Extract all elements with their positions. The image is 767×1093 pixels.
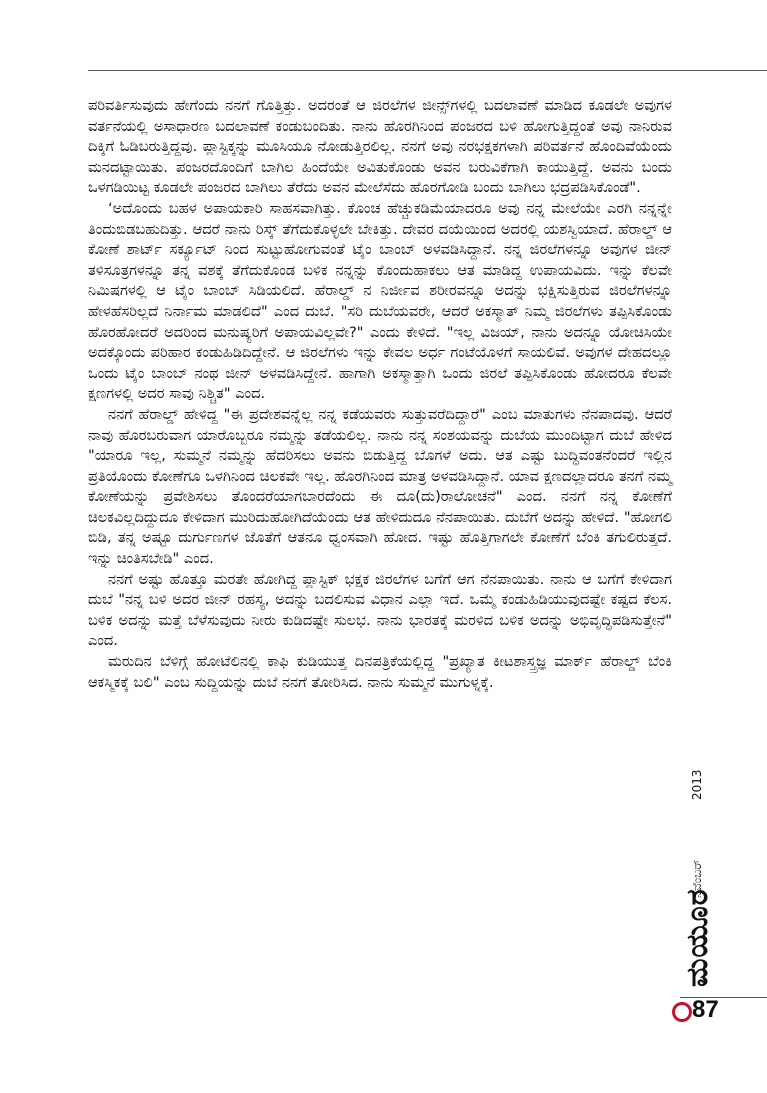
page-number: 87: [692, 996, 719, 1023]
issue-year: 2013: [690, 769, 704, 800]
paragraph-3: ನನಗೆ ಹೆರಾಲ್ಡ್ ಹೇಳಿದ್ದ "ಈ ಪ್ರದೇಶವನ್ನೆಲ್ಲ ನನ್ನ ಕಡೆಯವರು ಸುತ್ತುವರೆದಿದ್ದಾರೆ" ಎಂಬ ಮಾತುಗಳು ನೆನಪಾದವು. ಆದರೆ ನಾವು ಹೊರಬರುವಾಗ ಯಾರೊಬ್ಬರೂ ನಮ್ಮನ್ನು ತಡೆಯಲಿಲ್ಲ. ನಾನು ನನ್ನ ಸಂಶಯವನ್ನು ದುಬೆಯ ಮುಂದಿಟ್ಟಾಗ ದುಬೆ ಹೇಳಿದ "ಯಾರೂ ಇಲ್ಲ, ಸುಮ್ಮನೆ ನಮ್ಮನ್ನು ಹೆದರಿಸಲು ಅವನು ಬಿಡುತ್ತಿದ್ದ ಬೊಗಳೆ ಅದು. ಆತ ಎಷ್ಟು ಬುದ್ಧಿವಂತನೆಂದರೆ ಇಲ್ಲಿನ ಪ್ರತಿಯೊಂದು ಕೋಣೆಗೂ ಒಳಗಿನಿಂದ ಚಿಲಕವೇ ಇಲ್ಲ. ಹೊರಗಿನಿಂದ ಮಾತ್ರ ಅಳವಡಿಸಿದ್ದಾನೆ. ಯಾವ ಕ್ಷಣದಲ್ಲಾದರೂ ತನಗೆ ನಮ್ಮ ಕೋಣೆಯನ್ನು ಪ್ರವೇಶಿಸಲು ತೊಂದರೆಯಾಗಬಾರದೆಂದು ಈ ದೂ(ದು)ರಾಲೋಚನೆ" ಎಂದ. ನನಗೆ ನನ್ನ ಕೋಣೆಗೆ ಚಿಲಕವಿಲ್ಲದಿದ್ದುದೂ ಕೇಳಿದಾಗ ಮುರಿದುಹೋಗಿದೆಯೆಂದು ಆತ ಹೇಳಿದುದೂ ನೆನಪಾಯಿತು. ದುಬೆಗೆ ಅದನ್ನು ಹೇಳಿದೆ. "ಹೋಗಲಿ ಬಿಡಿ, ತನ್ನ ಅಷ್ಟೂ ದುರ್ಗುಣಗಳ ಜೊತೆಗೆ ಆತನೂ ಧ್ವಂಸವಾಗಿ ಹೋದ. ಇಷ್ಟು ಹೊತ್ತಿಗಾಗಲೇ ಕೋಣೆಗೆ ಬೆಂಕಿ ತಗುಲಿರುತ್ತದೆ. ಇನ್ನು ಚಿಂತಿಸಬೇಡಿ" ಎಂದ.: [88, 405, 672, 568]
issue-month: ನವೆಂಬರ್: [690, 859, 704, 898]
paragraph-5: ಮರುದಿನ ಬೆಳಿಗ್ಗೆ ಹೋಟೆಲಿನಲ್ಲಿ ಕಾಫಿ ಕುಡಿಯುತ್ತ ದಿನಪತ್ರಿಕೆಯಲ್ಲಿದ್ದ "ಪ್ರಖ್ಯಾತ ಕೀಟಶಾಸ್ತ್ರಜ್ಞ ಮಾರ್ಕ್ ಹೆರಾಲ್ಡ್ ಬೆಂಕಿ ಆಕಸ್ಮಿಕಕ್ಕೆ ಬಲಿ" ಎಂಬ ಸುದ್ದಿಯನ್ನು ದುಬೆ ನನಗೆ ತೋರಿಸಿದ. ನಾನು ಸುಮ್ಮನೆ ಮುಗುಳ್ನಕ್ಕೆ.: [88, 653, 672, 691]
paragraph-4: ನನಗೆ ಅಷ್ಟು ಹೊತ್ತೂ ಮರತೇ ಹೋಗಿದ್ದ ಪ್ಲಾಸ್ಟಿಕ್ ಭಕ್ಷಕ ಜಿರಲೆಗಳ ಬಗೆಗೆ ಆಗ ನೆನಪಾಯಿತು. ನಾನು ಆ ಬಗೆಗೆ ಕೇಳಿದಾಗ ದುಬೆ "ನನ್ನ ಬಳಿ ಅದರ ಜೀನ್ ರಹಸ್ಯ, ಅದನ್ನು ಬದಲಿಸುವ ವಿಧಾನ ಎಲ್ಲಾ ಇದೆ. ಒಮ್ಮೆ ಕಂಡುಹಿಡಿಯುವುದಷ್ಟೇ ಕಷ್ಟದ ಕೆಲಸ. ಬಳಿಕ ಅದನ್ನು ಮತ್ತೆ ಬೆಳೆಸುವುದು ನೀರು ಕುಡಿದಷ್ಟೇ ಸುಲಭ. ನಾನು ಭಾರತಕ್ಕೆ ಮರಳಿದ ಬಳಿಕ ಅದನ್ನು ಅಭಿವೃದ್ಧಿಪಡಿಸುತ್ತೇನೆ" ಎಂದ.: [88, 570, 672, 650]
magazine-title: ಮಯೂರ: [680, 888, 715, 987]
paragraph-1: ಪರಿವರ್ತಿಸುವುದು ಹೇಗೆಂದು ನನಗೆ ಗೊತ್ತಿತ್ತು. ಅದರಂತೆ ಆ ಜಿರಲೆಗಳ ಜೀನ್ಸ್‌ಗಳಲ್ಲಿ ಬದಲಾವಣೆ ಮಾಡಿದ ಕೂಡಲೇ ಅವುಗಳ ವರ್ತನೆಯಲ್ಲಿ ಅಸಾಧಾರಣ ಬದಲಾವಣೆ ಕಂಡುಬಂದಿತು. ನಾನು ಹೊರಗಿನಿಂದ ಪಂಜರದ ಬಳಿ ಹೋಗುತ್ತಿದ್ದಂತೆ ಅವು ನಾನಿರುವ ದಿಕ್ಕಿಗೆ ಓಡಿಬರುತ್ತಿದ್ದವು. ಪ್ಲಾಸ್ಟಿಕ್ಕನ್ನು ಮೂಸಿಯೂ ನೋಡುತ್ತಿರಲಿಲ್ಲ. ನನಗೆ ಅವು ನರಭಕ್ಷಕಗಳಾಗಿ ಪರಿವರ್ತನೆ ಹೊಂದಿವೆಯೆಂದು ಮನದಟ್ಟಾಯಿತು. ಪಂಜರದೊಂದಿಗೆ ಬಾಗಿಲ ಹಿಂದೆಯೇ ಅವಿತುಕೊಂಡು ಅವನ ಬರುವಿಕೆಗಾಗಿ ಕಾಯುತ್ತಿದ್ದೆ. ಅವನು ಬಂದು ಒಳಗಡಿಯಿಟ್ಟ ಕೂಡಲೇ ಪಂಜರದ ಬಾಗಿಲು ತೆರೆದು ಅವನ ಮೇಲೆಸೆದು ಹೊರಗೋಡಿ ಬಂದು ಬಾಗಿಲು ಭದ್ರಪಡಿಸಿಕೊಂಡೆ".: [88, 97, 672, 197]
top-rule: [88, 70, 767, 71]
paragraph-2: ‘ಅದೊಂದು ಬಹಳ ಅಪಾಯಕಾರಿ ಸಾಹಸವಾಗಿತ್ತು. ಕೊಂಚ ಹೆಚ್ಚುಕಡಿಮೆಯಾದರೂ ಅವು ನನ್ನ ಮೇಲೆಯೇ ಎರಗಿ ನನ್ನನ್ನೇ ತಿಂದುಬಿಡಬಹುದಿತ್ತು. ಆದರೆ ನಾನು ರಿಸ್ಕ್ ತೆಗೆದುಕೊಳ್ಳಲೇ ಬೇಕಿತ್ತು. ದೇವರ ದಯೆಯಿಂದ ಅದರಲ್ಲಿ ಯಶಸ್ವಿಯಾದೆ. ಹೆರಾಲ್ಡ್ ಆ ಕೋಣೆ ಶಾರ್ಟ್ ಸರ್ಕ್ಯೂಟ್ ನಿಂದ ಸುಟ್ಟುಹೋಗುವಂತೆ ಟೈಂ ಬಾಂಬ್ ಅಳವಡಿಸಿದ್ದಾನೆ. ನನ್ನ ಜಿರಲೆಗಳನ್ನೂ ಅವುಗಳ ಜೀನ್ ತಳಿಸೂತ್ರಗಳನ್ನೂ ತನ್ನ ವಶಕ್ಕೆ ತೆಗೆದುಕೊಂಡ ಬಳಿಕ ನನ್ನನ್ನು ಕೊಂದುಹಾಕಲು ಆತ ಮಾಡಿದ್ದ ಉಪಾಯವಿದು. ಇನ್ನು ಕೆಲವೇ ನಿಮಿಷಗಳಲ್ಲಿ ಆ ಟೈಂ ಬಾಂಬ್ ಸಿಡಿಯಲಿದೆ. ಹೆರಾಲ್ಡ್ ನ ನಿರ್ಜೀವ ಶರೀರವನ್ನೂ ಅದನ್ನು ಭಕ್ಷಿಸುತ್ತಿರುವ ಜಿರಲೆಗಳನ್ನೂ ಹೇಳಹೆಸರಿಲ್ಲದೆ ನಿರ್ನಾಮ ಮಾಡಲಿದೆ" ಎಂದ ದುಬೆ. "ಸರಿ ದುಬೆಯವರೇ, ಆದರೆ ಅಕಸ್ಮಾತ್ ನಿಮ್ಮ ಜಿರಲೆಗಳು ತಪ್ಪಿಸಿಕೊಂಡು ಹೊರಹೋದರೆ ಅದರಿಂದ ಮನುಷ್ಯರಿಗೆ ಅಪಾಯವಿಲ್ಲವೇ?" ಎಂದು ಕೇಳಿದೆ. "ಇಲ್ಲ ವಿಜಯ್, ನಾನು ಅದನ್ನೂ ಯೋಚಿಸಿಯೇ ಅದಕ್ಕೊಂದು ಪರಿಹಾರ ಕಂಡುಹಿಡಿದಿದ್ದೇನೆ. ಆ ಜಿರಲೆಗಳು ಇನ್ನು ಕೇವಲ ಅರ್ಧ ಗಂಟೆಯೊಳಗೆ ಸಾಯಲಿವೆ. ಅವುಗಳ ದೇಹದಲ್ಲೂ ಒಂದು ಟೈಂ ಬಾಂಬ್ ನಂಥ ಜೀನ್ ಅಳವಡಿಸಿದ್ದೇನೆ. ಹಾಗಾಗಿ ಅಕಸ್ಮಾತ್ತಾಗಿ ಒಂದು ಜಿರಲೆ ತಪ್ಪಿಸಿಕೊಂಡು ಹೋದರೂ ಕೆಲವೇ ಕ್ಷಣಗಳಲ್ಲಿ ಅದರ ಸಾವು ನಿಶ್ಚಿತ" ಎಂದ.: [88, 199, 672, 403]
article-body: [88, 96, 672, 693]
page-circle-icon: [672, 1002, 692, 1022]
